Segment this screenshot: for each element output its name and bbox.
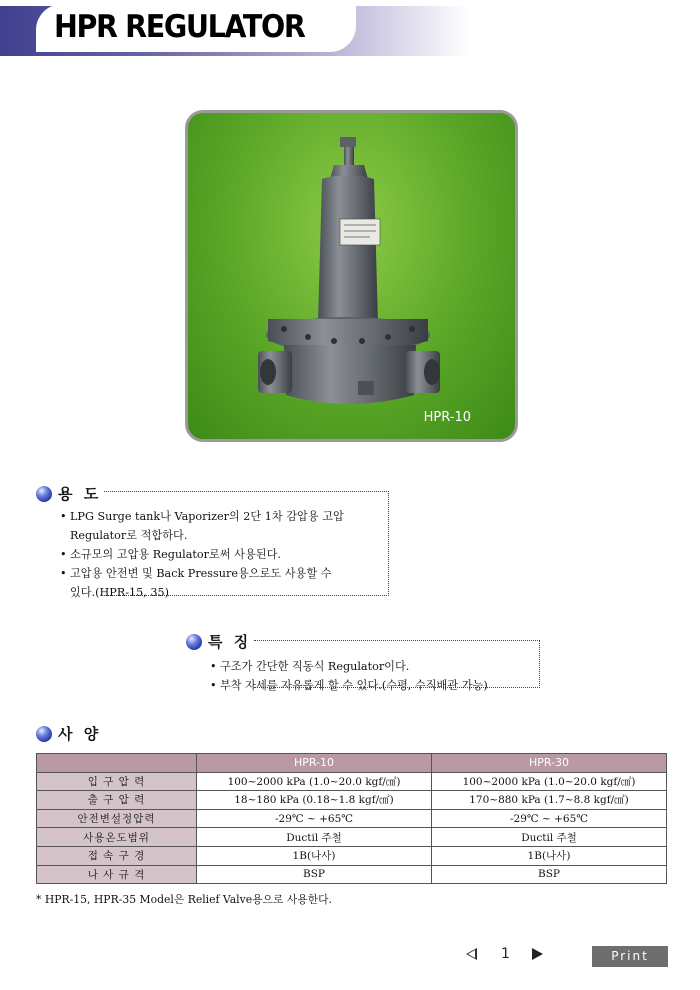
- column-header: HPR-10: [197, 754, 432, 773]
- table-cell: BSP: [432, 865, 667, 884]
- features-heading: [186, 631, 251, 652]
- table-cell: Ductil 주철: [432, 828, 667, 847]
- list-item: Regulator로 적합하다.: [70, 529, 188, 542]
- list-item: • 고압용 안전변 및 Back Pressure용으로도 사용할 수: [60, 564, 380, 583]
- table-row: [37, 846, 667, 865]
- blue-ball-bullet-icon: [36, 486, 52, 502]
- table-cell: 170~880 kPa (1.7~8.8 kgf/㎠): [432, 791, 667, 810]
- table-cell: -29℃ ~ +65℃: [197, 809, 432, 828]
- usage-list: [60, 507, 380, 602]
- list-item: • LPG Surge tank나 Vaporizer의 2단 1차 감압용 고압: [60, 507, 380, 526]
- spec-footnote: * HPR-15, HPR-35 Model은 Relief Valve용으로 사용한다.: [36, 893, 332, 906]
- table-cell: BSP: [197, 865, 432, 884]
- table-row: [37, 865, 667, 884]
- table-row: [37, 791, 667, 810]
- print-button[interactable]: Print: [592, 946, 668, 967]
- blue-ball-bullet-icon: [36, 726, 52, 742]
- row-label: 출 구 압 력: [37, 791, 197, 810]
- spec-table: [36, 753, 667, 884]
- photo-caption: HPR-10: [423, 410, 471, 425]
- row-label: 입 구 압 력: [37, 772, 197, 791]
- list-item: • 소규모의 고압용 Regulator로써 사용된다.: [60, 545, 380, 564]
- table-cell: 1B(나사): [432, 846, 667, 865]
- table-cell: 18~180 kPa (0.18~1.8 kgf/㎠): [197, 791, 432, 810]
- spec-title: 사 양: [58, 725, 102, 743]
- row-label: 사용온도범위: [37, 828, 197, 847]
- spec-heading: [36, 723, 101, 744]
- page-number: 1: [501, 946, 510, 962]
- table-cell: 1B(나사): [197, 846, 432, 865]
- features-title: 특 징: [208, 633, 252, 651]
- features-list: [210, 657, 530, 695]
- next-page-icon[interactable]: [532, 948, 543, 960]
- table-cell: Ductil 주철: [197, 828, 432, 847]
- regulator-illustration: [188, 113, 515, 439]
- prev-page-icon[interactable]: [466, 948, 477, 960]
- table-corner-cell: [37, 754, 197, 773]
- table-row: [37, 828, 667, 847]
- pager: [466, 946, 543, 962]
- table-cell: -29℃ ~ +65℃: [432, 809, 667, 828]
- list-item: • 부착 자세를 자유롭게 할 수 있다.(수평, 수직배관 가능): [210, 676, 530, 695]
- table-cell: 100~2000 kPa (1.0~20.0 kgf/㎠): [197, 772, 432, 791]
- column-header: HPR-30: [432, 754, 667, 773]
- product-photo: [185, 110, 518, 442]
- page-title: HPR REGULATOR: [54, 9, 305, 45]
- blue-ball-bullet-icon: [186, 634, 202, 650]
- usage-heading: [36, 483, 101, 504]
- list-item: • 구조가 간단한 직동식 Regulator이다.: [210, 657, 530, 676]
- usage-title: 용 도: [58, 485, 102, 503]
- table-row: [37, 772, 667, 791]
- row-label: 안전변설정압력: [37, 809, 197, 828]
- table-header-row: [37, 754, 667, 773]
- page-header: [0, 0, 700, 62]
- row-label: 나 사 규 격: [37, 865, 197, 884]
- list-item: 있다.(HPR-15, 35): [70, 586, 169, 599]
- row-label: 접 속 구 경: [37, 846, 197, 865]
- table-cell: 100~2000 kPa (1.0~20.0 kgf/㎠): [432, 772, 667, 791]
- table-row: [37, 809, 667, 828]
